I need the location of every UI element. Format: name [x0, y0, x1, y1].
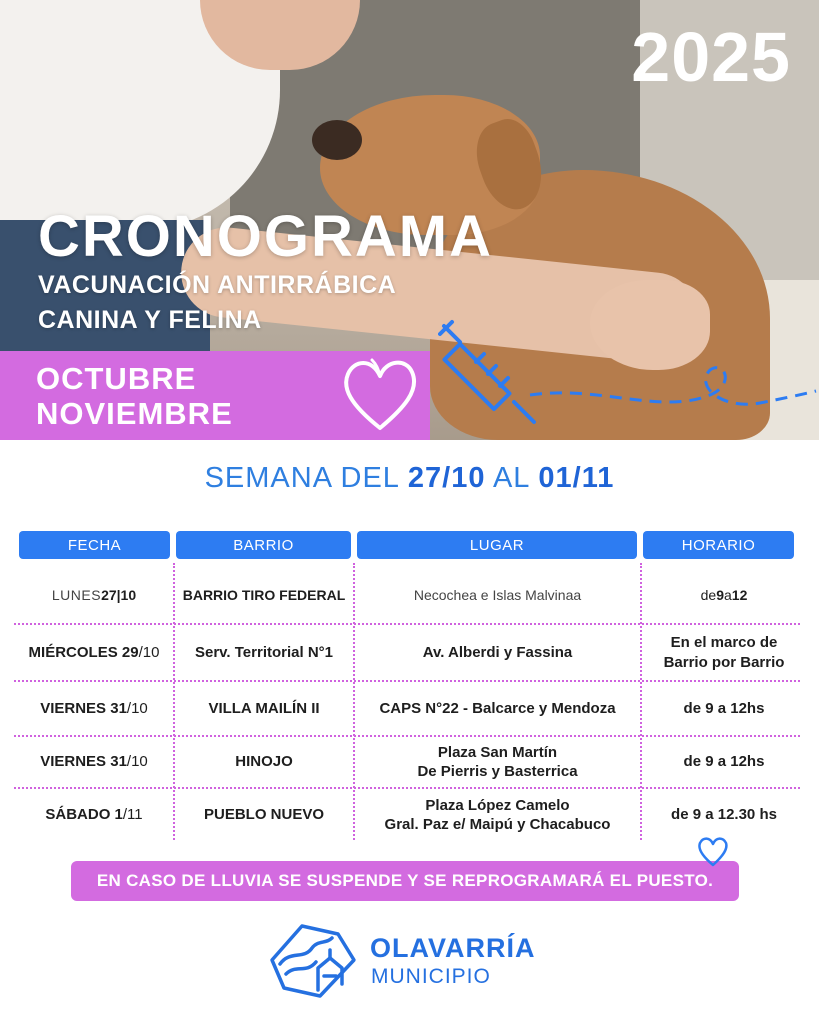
table-row-4-barrio: HINOJO: [235, 753, 293, 771]
table-row-4-horario: de 9 a 12hs: [683, 753, 765, 771]
table-row-5-barrio: PUEBLO NUEVO: [203, 806, 324, 824]
table-row-1-horario: de 9 a 12: [700, 587, 748, 604]
heart-icon: [696, 834, 730, 868]
rain-notice: EN CASO DE LLUVIA SE SUSPENDE Y SE REPROGRAMARÁ EL PUESTO.: [71, 861, 739, 901]
table-row-5-fecha: SÁBADO 1 /11: [45, 806, 143, 824]
month-november: NOVIEMBRE: [36, 396, 233, 431]
dashed-decoration: [520, 355, 819, 430]
page-subtitle: [38, 268, 396, 338]
header-lugar: LUGAR: [357, 531, 637, 559]
municipal-logo-icon: [268, 920, 358, 1002]
week-start: 27/10: [407, 462, 486, 494]
month-october: OCTUBRE: [36, 361, 197, 396]
table-row-3-fecha: VIERNES 31 /10: [40, 699, 148, 717]
subtitle-line-2: CANINA Y FELINA: [38, 306, 262, 334]
table-row-1-fecha: LUNES 27|10: [51, 587, 137, 604]
week-heading: SEMANA DEL 27/10 AL 01/11: [204, 462, 615, 494]
page-title: CRONOGRAMA: [38, 204, 493, 269]
table-row-5-lugar: Plaza López Camelo Gral. Paz e/ Maipú y Chacabuco: [384, 796, 611, 833]
table-row-1-barrio: BARRIO TIRO FEDERAL: [182, 587, 346, 604]
header-barrio: BARRIO: [176, 531, 351, 559]
table-row-3-lugar: CAPS N°22 - Balcarce y Mendoza: [379, 699, 616, 717]
table-row-2-barrio: Serv. Territorial N°1: [195, 643, 333, 661]
logo-name: OLAVARRÍA: [370, 933, 536, 963]
table-row-4-fecha: VIERNES 31 /10: [40, 753, 148, 771]
header-horario: HORARIO: [643, 531, 794, 559]
logo-subtitle: MUNICIPIO: [371, 965, 491, 988]
subtitle-line-1: VACUNACIÓN ANTIRRÁBICA: [38, 271, 397, 299]
table-row-5-horario: de 9 a 12.30 hs: [671, 806, 777, 824]
year-label: 2025: [631, 18, 791, 96]
table-row-2-horario: En el marco de Barrio por Barrio: [663, 634, 785, 671]
table-row-2-fecha: MIÉRCOLES 29 /10: [28, 643, 160, 661]
heart-icon: [340, 352, 420, 434]
table-row-4-lugar: Plaza San Martín De Pierris y Basterrica: [417, 743, 578, 780]
header-fecha: FECHA: [19, 531, 170, 559]
table-row-3-barrio: VILLA MAILÍN II: [208, 699, 320, 717]
table-row-1-lugar: Necochea e Islas Malvinaa: [413, 587, 582, 604]
table-row-2-lugar: Av. Alberdi y Fassina: [422, 643, 573, 661]
table-row-3-horario: de 9 a 12hs: [683, 699, 765, 717]
week-end: 01/11: [538, 462, 615, 494]
